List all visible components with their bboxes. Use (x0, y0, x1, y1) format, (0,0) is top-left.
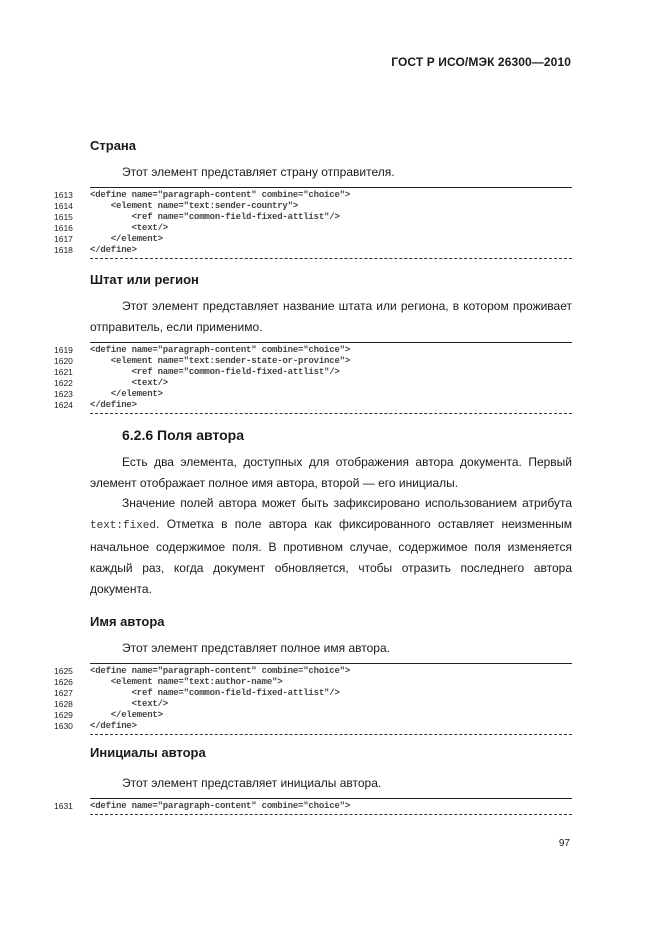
paragraph-state-text: Этот элемент представляет название штата или региона, в котором проживает отправитель, если применимо. (90, 299, 572, 334)
code-line-number: 1614 (54, 201, 73, 211)
code-line (46, 721, 572, 732)
code-line-text: <define name="paragraph-content" combine="choice"> (90, 801, 351, 811)
section-title-author-fields: 6.2.6 Поля автора (122, 427, 245, 443)
paragraph-author-initials (90, 773, 572, 794)
code-line-text: <ref name="common-field-fixed-attlist"/> (90, 367, 340, 377)
code-line-text: <ref name="common-field-fixed-attlist"/> (90, 688, 340, 698)
paragraph-author-fields-2-b: . Отметка в поле автора как фиксированного оставляет неизменным начальное содержимое поля. В противном случае, содержимое поля изменяется каждый раз, когда документ обновляется, чтобы отразить последнего автора документа. (90, 517, 572, 596)
section-title-author-name: Имя автора (90, 614, 165, 629)
code-top-rule (90, 663, 572, 664)
code-line (46, 677, 572, 688)
code-line (46, 367, 572, 378)
code-line (46, 389, 572, 400)
code-line-number: 1615 (54, 212, 73, 222)
code-line-text: </define> (90, 245, 137, 255)
code-top-rule (90, 342, 572, 343)
paragraph-state (90, 296, 572, 338)
code-line (46, 245, 572, 256)
code-line-text: <element name="text:author-name"> (90, 677, 283, 687)
code-line (46, 710, 572, 721)
code-line-number: 1623 (54, 389, 73, 399)
code-line-number: 1631 (54, 801, 73, 811)
code-line-number: 1613 (54, 190, 73, 200)
paragraph-author-fields-1 (90, 452, 572, 494)
code-line (46, 801, 572, 812)
code-line-number: 1629 (54, 710, 73, 720)
code-line (46, 234, 572, 245)
code-line-number: 1625 (54, 666, 73, 676)
code-line (46, 666, 572, 677)
code-top-rule (90, 798, 572, 799)
code-line-number: 1621 (54, 367, 73, 377)
code-line-number: 1628 (54, 699, 73, 709)
page-number: 97 (558, 838, 570, 849)
code-line (46, 223, 572, 234)
code-line-number: 1626 (54, 677, 73, 687)
section-title-author-initials: Инициалы автора (90, 745, 206, 760)
paragraph-author-name (90, 638, 572, 659)
code-line-number: 1620 (54, 356, 73, 366)
paragraph-author-fields-2 (90, 493, 572, 600)
code-line (46, 345, 572, 356)
paragraph-country (90, 162, 572, 183)
code-line (46, 356, 572, 367)
code-line-number: 1616 (54, 223, 73, 233)
code-line-text: <text/> (90, 378, 169, 388)
code-line-number: 1624 (54, 400, 73, 410)
code-line-text: <element name="text:sender-state-or-province"> (90, 356, 351, 366)
code-line-text: <define name="paragraph-content" combine="choice"> (90, 666, 351, 676)
code-line-text: </define> (90, 721, 137, 731)
code-line-text: </element> (90, 389, 163, 399)
paragraph-author-name-text: Этот элемент представляет полное имя автора. (122, 641, 390, 655)
code-line (46, 400, 572, 411)
code-bottom-rule (90, 413, 572, 414)
code-line (46, 688, 572, 699)
section-title-state: Штат или регион (90, 272, 199, 287)
paragraph-author-initials-text: Этот элемент представляет инициалы автора. (122, 776, 382, 790)
code-line-number: 1622 (54, 378, 73, 388)
code-line-number: 1619 (54, 345, 73, 355)
code-line-text: </element> (90, 234, 163, 244)
document-header: ГОСТ Р ИСО/МЭК 26300—2010 (391, 55, 571, 69)
code-line-text: </define> (90, 400, 137, 410)
paragraph-author-fields-1-text: Есть два элемента, доступных для отображения автора документа. Первый элемент отображает полное имя автора, второй — его инициалы. (90, 455, 572, 490)
paragraph-country-text: Этот элемент представляет страну отправителя. (122, 165, 395, 179)
code-line (46, 699, 572, 710)
code-line-number: 1618 (54, 245, 73, 255)
code-line-text: <element name="text:sender-country"> (90, 201, 299, 211)
code-line (46, 378, 572, 389)
code-line (46, 201, 572, 212)
code-line (46, 190, 572, 201)
code-bottom-rule (90, 258, 572, 259)
section-title-country: Страна (90, 138, 137, 153)
code-line-text: <ref name="common-field-fixed-attlist"/> (90, 212, 340, 222)
code-line-text: <define name="paragraph-content" combine="choice"> (90, 345, 351, 355)
code-bottom-rule (90, 734, 572, 735)
code-top-rule (90, 187, 572, 188)
code-line-number: 1627 (54, 688, 73, 698)
code-line-number: 1617 (54, 234, 73, 244)
code-line-number: 1630 (54, 721, 73, 731)
inline-code-text-fixed: text:fixed (90, 520, 157, 532)
code-line (46, 212, 572, 223)
paragraph-author-fields-2-a: Значение полей автора может быть зафиксировано использованием атрибута (122, 496, 572, 510)
code-bottom-rule (90, 814, 572, 815)
code-line-text: <text/> (90, 699, 169, 709)
code-line-text: <text/> (90, 223, 169, 233)
code-line-text: </element> (90, 710, 163, 720)
code-line-text: <define name="paragraph-content" combine="choice"> (90, 190, 351, 200)
